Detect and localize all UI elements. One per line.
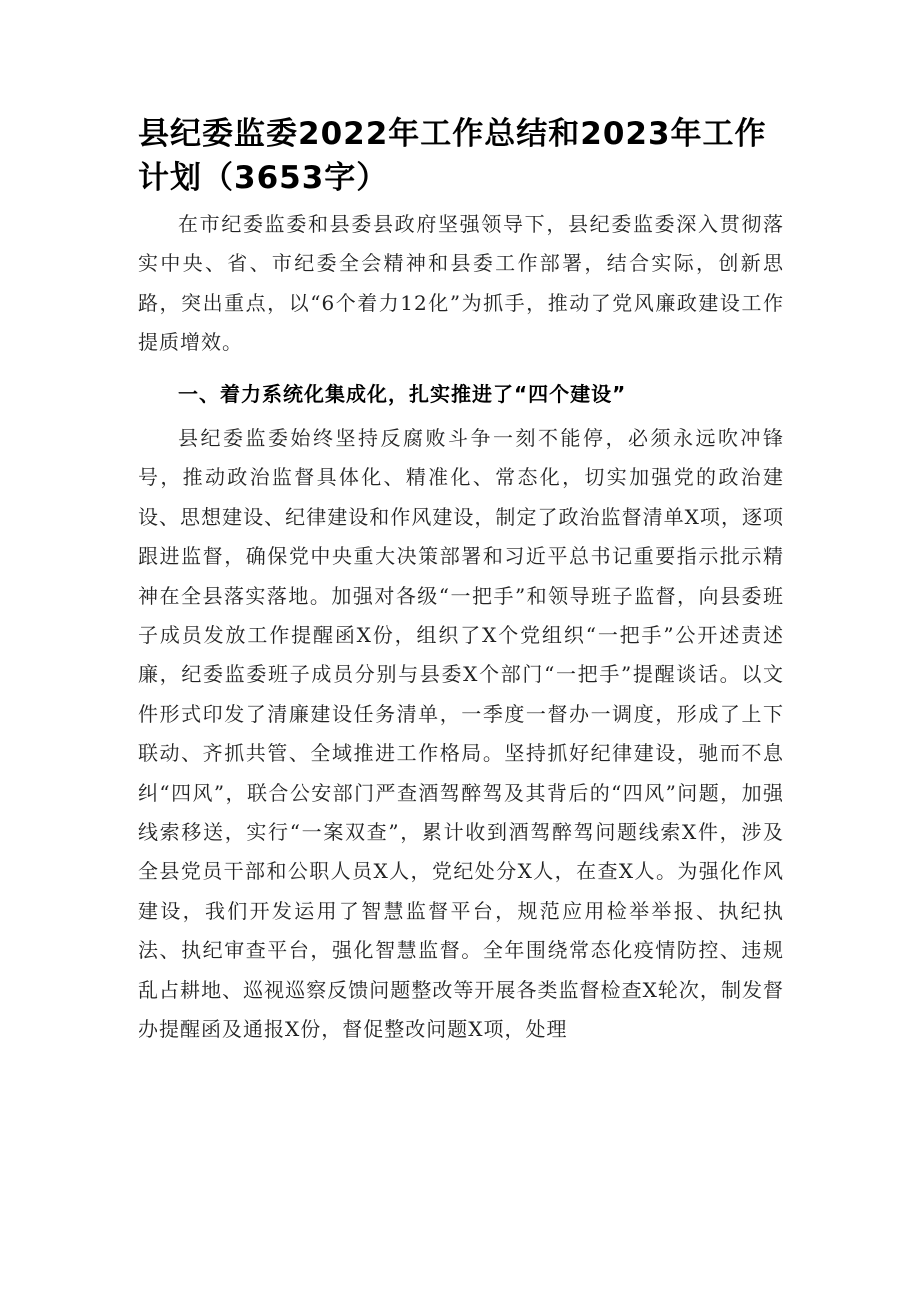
section-paragraph: 县纪委监委始终坚持反腐败斗争一刻不能停，必须永远吹冲锋号，推动政治监督具体化、精准化、常态化，切实加强党的政治建设、思想建设、纪律建设和作风建设，制定了政治监督清单X项，逐项跟进监督，确保党中央重大决策部署和习近平总书记重要指示批示精神在全县落实落地。加强对各级“一把手”和领导班子监督，向县委班子成员发放工作提醒函X份，组织了X个党组织“一把手”公开述责述廉，纪委监委班子成员分别与县委X个部门“一把手”提醒谈话。以文件形式印发了清廉建设任务清单，一季度一督办一调度，形成了上下联动、齐抓共管、全域推进工作格局。坚持抓好纪律建设，驰而不息纠“四风”，联合公安部门严查酒驾醉驾及其背后的“四风”问题，加强线索移送，实行“一案双查”，累计收到酒驾醉驾问题线索X件，涉及全县党员干部和公职人员X人，党纪处分X人，在查X人。为强化作风建设，我们开发运用了智慧监督平台，规范应用检举举报、执纪执法、执纪审查平台，强化智慧监督。全年围绕常态化疫情防控、违规乱占耕地、巡视巡察反馈问题整改等开展各类监督检查X轮次，制发督办提醒函及通报X份，督促整改问题X项，处理 <box>138 426 784 1042</box>
section-heading: 一、着力系统化集成化，扎实推进了“四个建设” <box>178 382 627 406</box>
document-title: 县纪委监委2022年工作总结和2023年工作计划（3653字） <box>138 116 767 196</box>
intro-paragraph: 在市纪委监委和县委县政府坚强领导下，县纪委监委深入贯彻落实中央、省、市纪委全会精神和县委工作部署，结合实际，创新思路，突出重点，以“6个着力12化”为抓手，推动了党风廉政建设工作提质增效。 <box>138 212 784 355</box>
